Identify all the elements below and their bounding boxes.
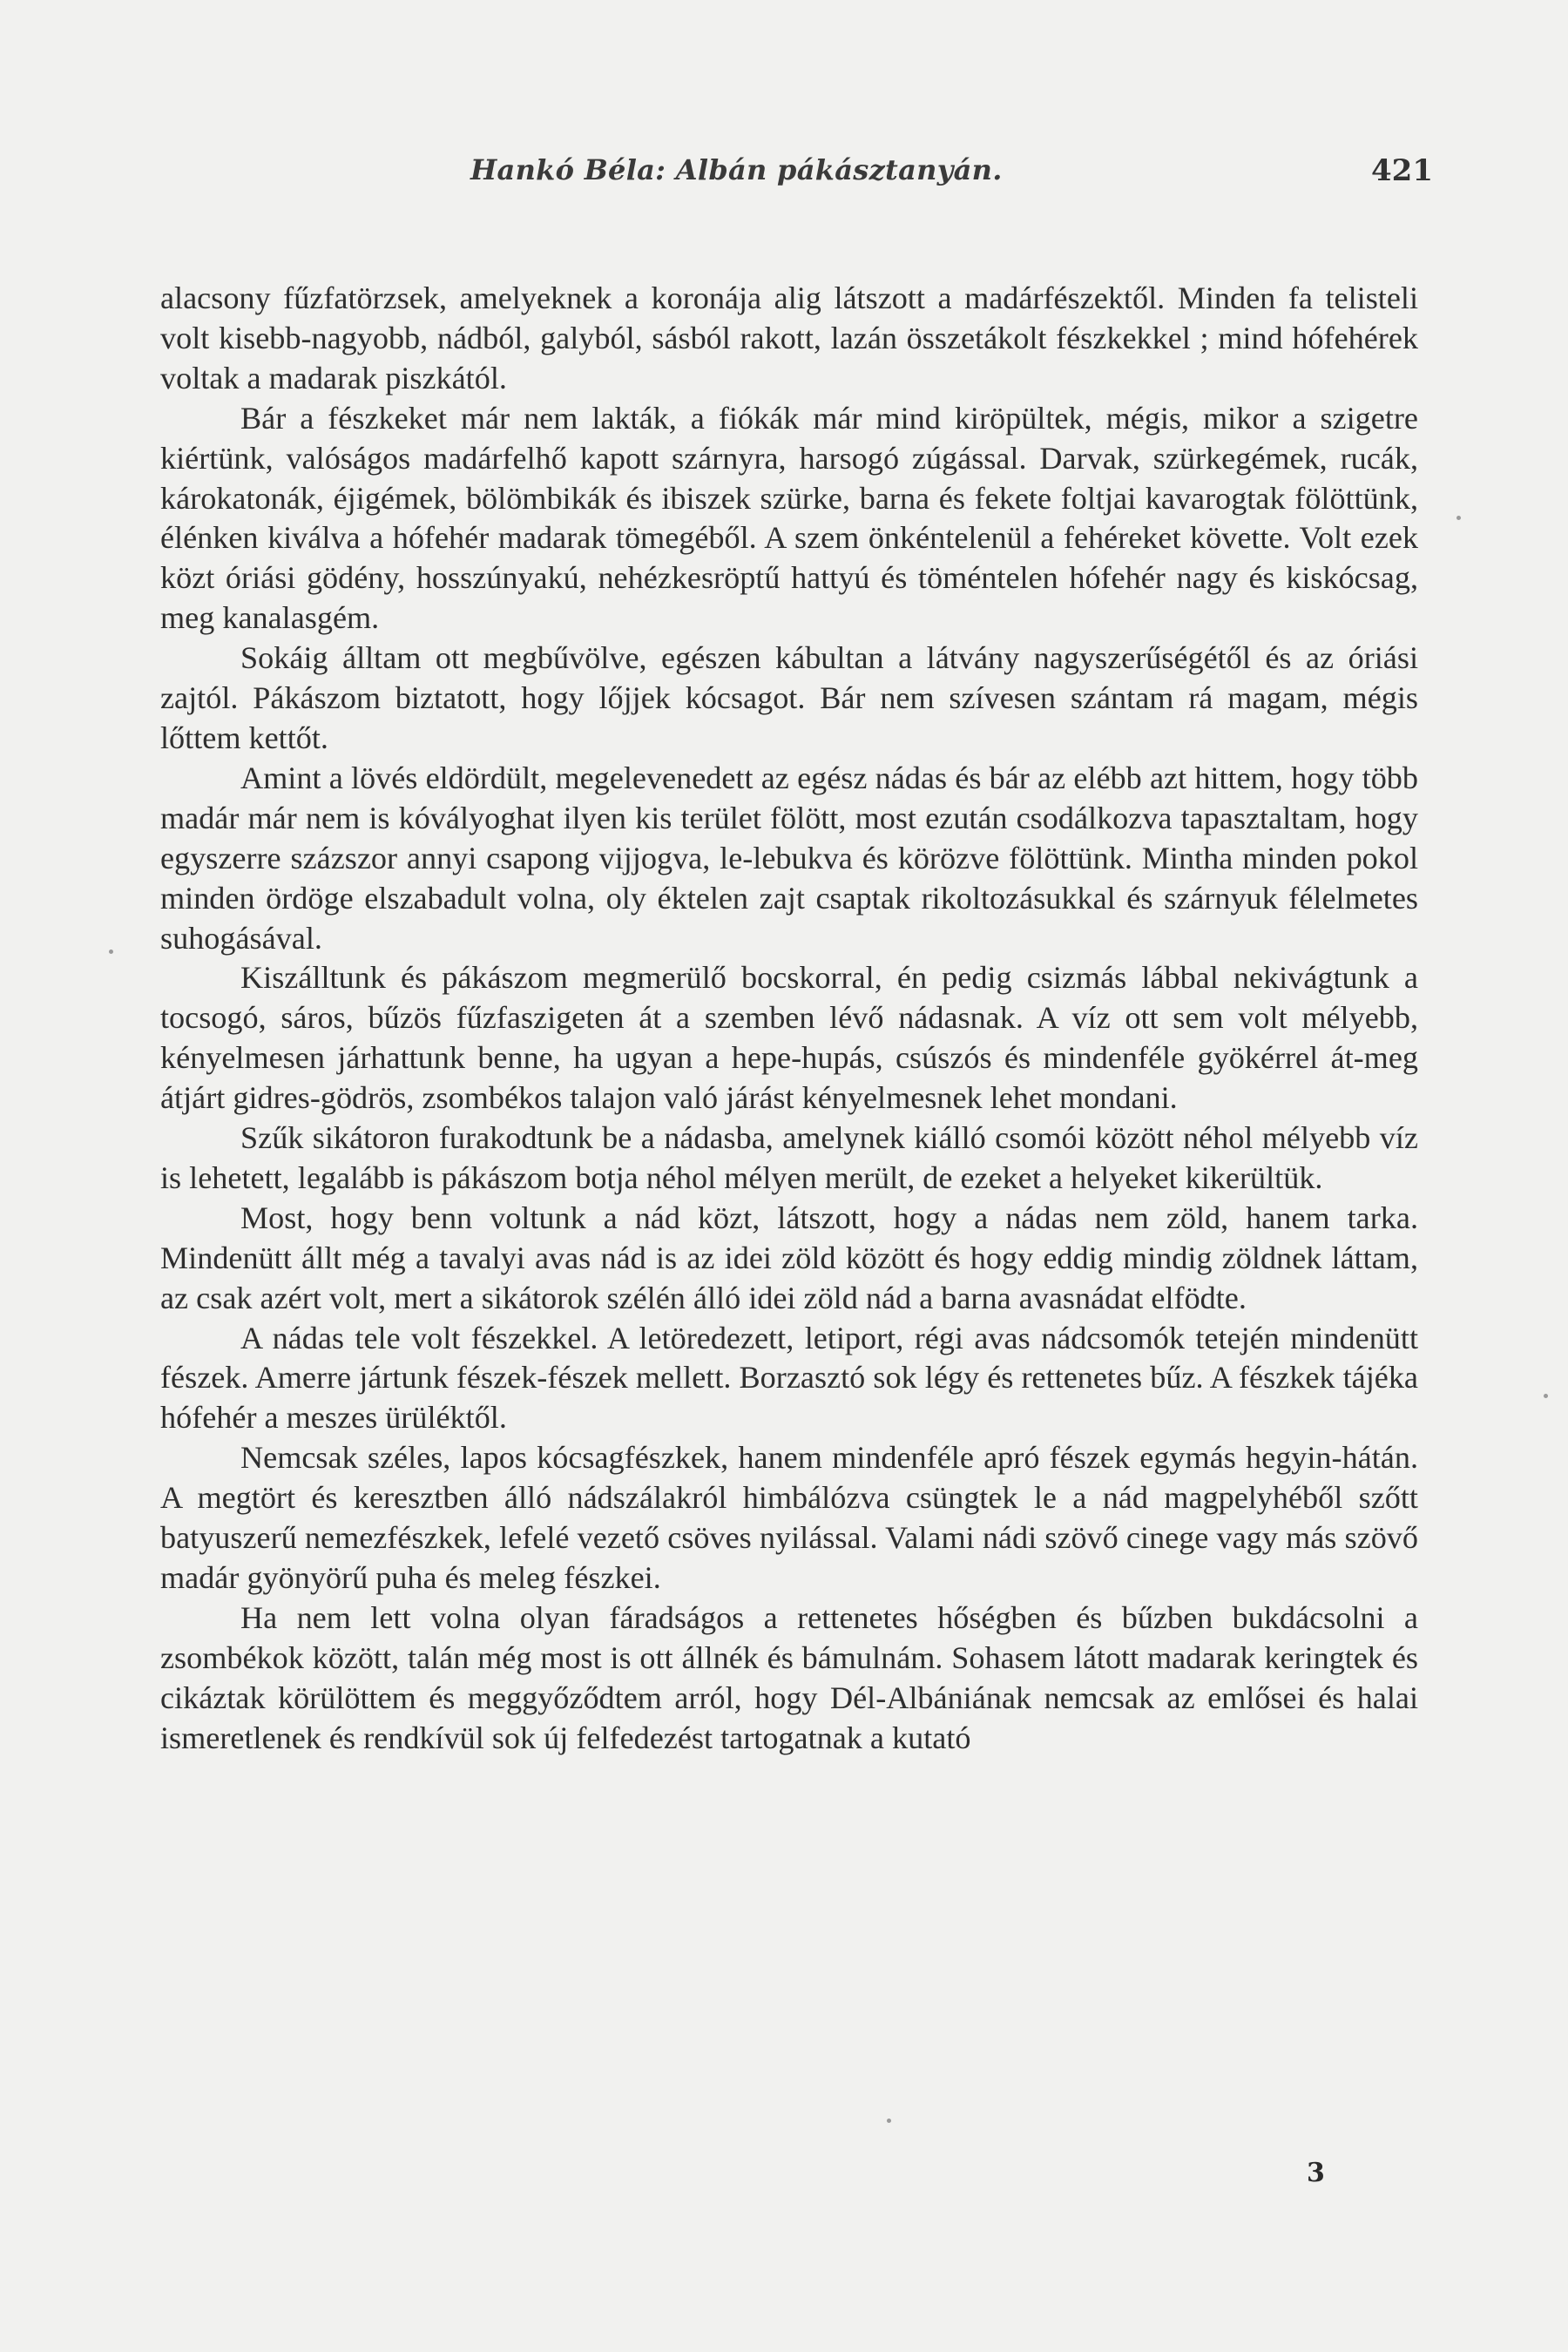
paragraph: Nemcsak széles, lapos kócsagfészkek, hanem mindenféle apró fészek egymás hegyin-hátán. A megtört és keresztben álló nádszálakról himbálózva csüngtek le a nád magpelyhéből szőtt batyuszerű nemezfészkek, lefelé vezető csöves nyilással. Valami nádi szövő cinege vagy más szövő madár gyönyörű puha és meleg fészkei.	[160, 1440, 1418, 1595]
paragraph: Most, hogy benn voltunk a nád közt, látszott, hogy a nádas nem zöld, hanem tarka. Mindenütt állt még a tavalyi avas nád is az idei zöld között és hogy eddig mindig zöldnek láttam, az csak azért volt, mert a sikátorok szélén álló idei zöld nád a barna avasnádat elfödte.	[160, 1200, 1418, 1315]
paper-speck	[1456, 516, 1461, 520]
body-text	[160, 279, 1418, 1759]
page-number: 421	[1371, 153, 1433, 188]
running-title: Hankó Béla: Albán pákásztanyán.	[470, 153, 1003, 186]
paragraph: Kiszálltunk és pákászom megmerülő bocskorral, én pedig csizmás lábbal nekivágtunk a tocsogó, sáros, bűzös fűzfaszigeten át a szemben lévő nádasnak. A víz ott sem volt mélyebb, kényelmesen járhattunk benne, ha ugyan a hepe-hupás, csúszós és mindenféle gyökérrel át-meg átjárt gidres-gödrös, zsombékos talajon való járást kényelmesnek lehet mondani.	[160, 960, 1418, 1116]
paper-speck	[887, 2119, 891, 2123]
paragraph: alacsony fűzfatörzsek, amelyeknek a koronája alig látszott a madárfészektől. Minden fa telisteli volt kisebb-nagyobb, nádból, galyból, sásból rakott, lazán összetákolt fészkekkel ; mind hófehérek voltak a madarak piszkától.	[160, 280, 1418, 395]
paragraph: Amint a lövés eldördült, megelevenedett az egész nádas és bár az elébb azt hittem, hogy több madár már nem is kóvályoghat ilyen kis terület fölött, most ezután csodálkozva tapasztaltam, hogy egyszerre százszor annyi csapong vijjogva, le-lebukva és körözve fölöttünk. Mintha minden pokol minden ördöge elszabadult volna, oly éktelen zajt csaptak rikoltozásukkal és szárnyuk félelmetes suhogásával.	[160, 760, 1418, 956]
paragraph: Sokáig álltam ott megbűvölve, egészen kábultan a látvány nagyszerűségétől és az óriási zajtól. Pákászom biztatott, hogy lőjjek kócsagot. Bár nem szívesen szántam rá magam, mégis lőttem kettőt.	[160, 640, 1418, 755]
page-header	[0, 146, 1568, 199]
paragraph: Szűk sikátoron furakodtunk be a nádasba, amelynek kiálló csomói között néhol mélyebb víz is lehetett, legalább is pákászom botja néhol mélyen merült, de ezeket a helyeket kikerültük.	[160, 1120, 1418, 1195]
paper-speck	[109, 950, 113, 954]
paragraph: Ha nem lett volna olyan fáradságos a rettenetes hőségben és bűzben bukdácsolni a zsombékok között, talán még most is ott állnék és bámulnám. Sohasem látott madarak keringtek és cikáztak körülöttem és meggyőződtem arról, hogy Dél-Albániának nemcsak az emlősei és halai ismeretlenek és rendkívül sok új felfedezést tartogatnak a kutató	[160, 1599, 1418, 1755]
printer-signature-mark: 3	[1307, 2158, 1325, 2188]
paragraph: A nádas tele volt fészekkel. A letöredezett, letiport, régi avas nádcsomók tetején mindenütt fészek. Amerre jártunk fészek-fészek mellett. Borzasztó sok légy és rettenetes bűz. A fészkek tájéka hófehér a meszes ürüléktől.	[160, 1320, 1418, 1436]
paper-speck	[1544, 1394, 1548, 1398]
paragraph: Bár a fészkeket már nem lakták, a fiókák már mind kiröpültek, mégis, mikor a szigetre kiértünk, valóságos madárfelhő kapott szárnyra, harsogó zúgással. Darvak, szürkegémek, rucák, károkatonák, éjigémek, bölömbikák és ibiszek szürke, barna és fekete foltjai kavarogtak fölöttünk, élénken kiválva a hófehér madarak tömegéből. A szem önkéntelenül a fehéreket követte. Volt ezek közt óriási gödény, hosszúnyakú, nehézkesröptű hattyú és töméntelen hófehér nagy és kiskócsag, meg kanalasgém.	[160, 400, 1418, 636]
